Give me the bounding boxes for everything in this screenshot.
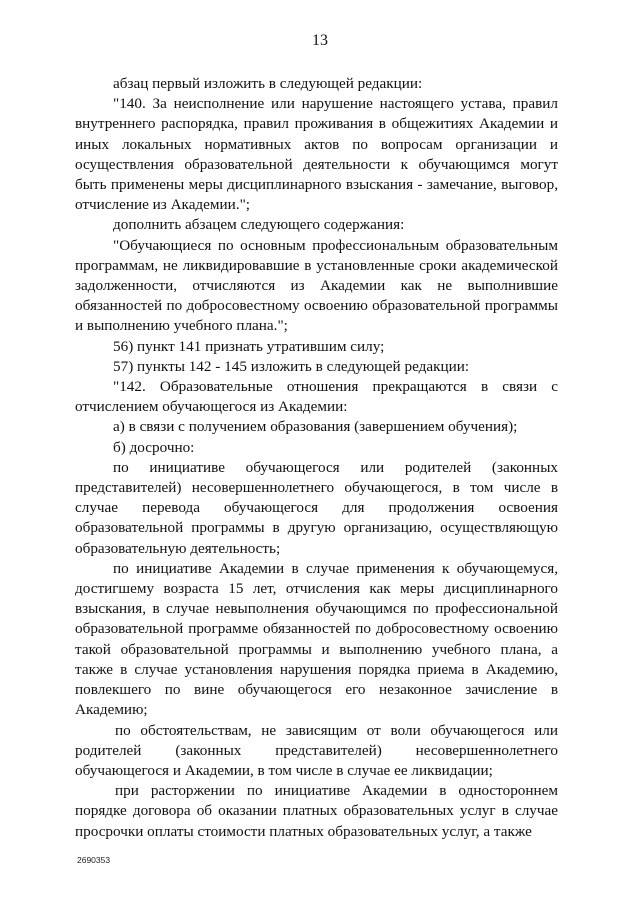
page-number: 13 bbox=[312, 32, 328, 49]
paragraph-clause-142: "142. Образовательные отношения прекращаются в связи с отчислением обучающегося из Академии: bbox=[75, 378, 558, 416]
paragraph-item-57: 57) пункты 142 - 145 изложить в следующей редакции: bbox=[113, 357, 470, 375]
paragraph-item-56: 56) пункт 141 признать утратившим силу; bbox=[113, 337, 385, 355]
paragraph-contract-termination: при расторжении по инициативе Академии в одностороннем порядке договора об оказании платных образовательных услуг в случае просрочки оплаты стоимости платных образовательных услуг, а также bbox=[75, 782, 558, 840]
paragraph-student-initiative: по инициативе обучающегося или родителей (законных представителей) несовершеннолетнего обучающегося, в том числе в случае перевода обучающегося для продолжения освоения образовательной программы в другую организацию, осуществляющую образовательную деятельность; bbox=[75, 458, 558, 557]
document-code: 2690353 bbox=[77, 855, 111, 865]
paragraph-clause-140: "140. За неисполнение или нарушение настоящего устава, правил внутреннего распорядка, правил проживания в общежитиях Академии и иных локальных нормативных актов по вопросам организации и осуществления образовательной деятельности к обучающимся могут быть применены меры дисциплинарного взыскания - замечание, выговор, отчисление из Академии."; bbox=[75, 95, 558, 214]
paragraph-add-intro: дополнить абзацем следующего содержания: bbox=[113, 216, 405, 234]
paragraph-intro-140: абзац первый изложить в следующей редакции: bbox=[113, 75, 423, 92]
paragraph-sub-a: а) в связи с получением образования (завершением обучения); bbox=[113, 418, 518, 436]
paragraph-academy-initiative: по инициативе Академии в случае применения к обучающемуся, достигшему возраста 15 лет, отчисления как меры дисциплинарного взыскания, в случае невыполнения обучающимся по профессиональной образовательной программе обязанностей по добросовестному освоению такой образовательной программы и выполнению учебного плана, а также в случае установления нарушения порядка приема в Академию, повлекшего по вине обучающегося его незаконное зачисление в Академию; bbox=[75, 559, 558, 719]
paragraph-circumstances: по обстоятельствам, не зависящим от воли обучающегося или родителей (законных представителей) несовершеннолетнего обучающегося и Академии, в том числе в случае ее ликвидации; bbox=[75, 721, 558, 779]
document-body bbox=[75, 74, 558, 842]
paragraph-sub-b: б) досрочно: bbox=[113, 438, 195, 456]
paragraph-academic-debt: "Обучающиеся по основным профессиональным образовательным программам, не ликвидировавшие в установленные сроки академической задолженности, отчисляются из Академии как не выполнившие обязанностей по добросовестному освоению образовательной программы и выполнению учебного плана."; bbox=[75, 236, 558, 335]
